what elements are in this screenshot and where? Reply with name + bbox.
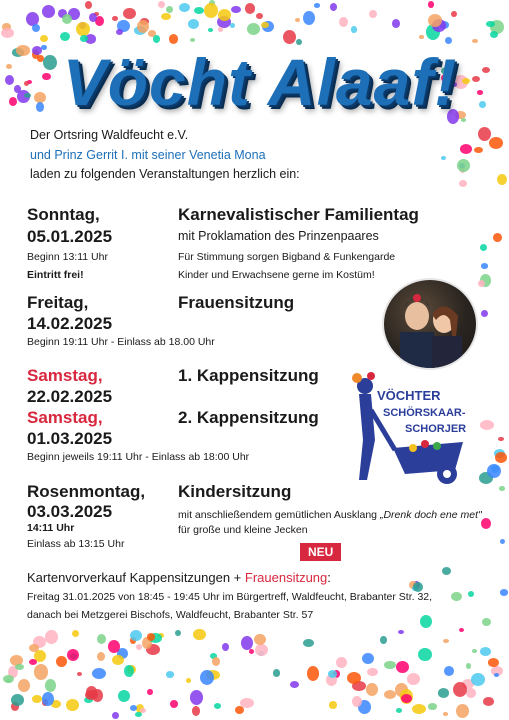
confetti-dot [169, 34, 178, 44]
confetti-dot [457, 159, 470, 172]
confetti-dot [218, 9, 231, 21]
confetti-dot [77, 672, 82, 676]
confetti-dot [482, 618, 491, 626]
confetti-dot [45, 630, 58, 644]
confetti-dot [480, 420, 494, 430]
confetti-dot [483, 697, 494, 705]
confetti-dot [245, 3, 255, 13]
confetti-dot [24, 93, 31, 98]
confetti-dot [130, 705, 137, 711]
confetti-dot [453, 682, 467, 697]
confetti-dot [295, 18, 300, 22]
confetti-dot [66, 699, 79, 711]
confetti-dot [460, 144, 472, 154]
confetti-dot [489, 137, 503, 149]
confetti-dot [495, 452, 507, 463]
confetti-dot [85, 690, 98, 700]
confetti-dot [443, 712, 448, 716]
event4-time: Beginn jeweils 19:11 Uhr - Einlass ab 18:00 Uhr [27, 451, 250, 463]
confetti-dot [290, 681, 299, 688]
confetti-dot [16, 45, 30, 55]
confetti-dot [480, 244, 487, 251]
confetti-dot [42, 692, 54, 706]
event2-day: Freitag, [27, 293, 89, 312]
confetti-dot [369, 10, 377, 18]
confetti-dot [396, 708, 402, 713]
confetti-dot [67, 649, 79, 661]
confetti-dot [328, 670, 337, 678]
presale-line-2: danach bei Metzgerei Bischofs, Waldfeucht, Brabanter Str. 57 [27, 609, 314, 621]
confetti-dot [230, 23, 235, 28]
confetti-dot [137, 20, 149, 33]
confetti-dot [235, 706, 244, 714]
confetti-dot [283, 30, 296, 44]
event2-date: 14.02.2025 [27, 314, 113, 333]
presale-heading-pre: Kartenvorverkauf Kappensitzungen + [27, 570, 245, 585]
confetti-dot [175, 630, 181, 636]
confetti-dot [5, 75, 14, 85]
confetti-dot [255, 644, 268, 657]
event4-day: Samstag, [27, 408, 103, 427]
confetti-dot [116, 29, 123, 35]
confetti-dot [366, 683, 378, 696]
confetti-dot [186, 678, 191, 683]
confetti-dot [490, 31, 498, 38]
confetti-dot [494, 673, 499, 677]
confetti-dot [428, 14, 442, 27]
confetti-dot [130, 630, 142, 641]
confetti-dot [97, 634, 106, 644]
confetti-dot [330, 3, 337, 11]
confetti-dot [153, 35, 160, 42]
confetti-dot [398, 630, 404, 634]
page-title: Vöcht Alaaf! [62, 45, 458, 119]
event1-date: 05.01.2025 [27, 227, 113, 246]
confetti-dot [80, 35, 88, 42]
presale-heading [27, 570, 331, 585]
confetti-dot [418, 648, 432, 662]
confetti-dot [218, 27, 223, 31]
confetti-dot [456, 704, 469, 718]
confetti-dot [481, 263, 488, 268]
confetti-dot [442, 567, 451, 575]
confetti-dot [158, 1, 165, 8]
event2-time: Beginn 19:11 Uhr - Einlass ab 18.00 Uhr [27, 336, 215, 348]
confetti-dot [112, 712, 119, 719]
intro-line-1: Der Ortsring Waldfeucht e.V. [30, 128, 189, 142]
confetti-dot [212, 657, 220, 665]
confetti-dot [428, 1, 434, 7]
confetti-dot [247, 23, 260, 35]
confetti-dot [273, 669, 280, 676]
event4-title: 2. Kappensitzung [178, 408, 319, 427]
confetti-dot [351, 26, 357, 32]
confetti-dot [480, 647, 491, 656]
logo-line-3: SCHORJER [405, 423, 467, 435]
confetti-dot [194, 7, 204, 14]
confetti-dot [472, 39, 478, 43]
confetti-dot [498, 437, 504, 442]
confetti-dot [493, 233, 502, 242]
confetti-dot [241, 636, 253, 650]
confetti-dot [11, 694, 24, 706]
confetti-dot [62, 14, 72, 24]
confetti-dot [85, 1, 92, 9]
confetti-dot [471, 673, 485, 686]
confetti-dot [1, 28, 14, 38]
confetti-dot [200, 670, 214, 685]
confetti-dot [438, 688, 449, 698]
event5-desc1 [178, 509, 482, 521]
confetti-dot [479, 101, 486, 108]
confetti-dot [72, 630, 79, 637]
confetti-dot [401, 694, 412, 703]
confetti-dot [166, 6, 173, 13]
confetti-dot [396, 661, 409, 673]
confetti-dot [97, 652, 105, 661]
confetti-dot [147, 633, 155, 641]
confetti-dot [499, 486, 505, 491]
logo-line-1: VÖCHTER [377, 388, 441, 403]
event1-subtitle: mit Proklamation des Prinzenpaares [178, 229, 379, 243]
confetti-dot [6, 679, 11, 684]
confetti-dot [443, 639, 449, 643]
confetti-dot [190, 690, 203, 704]
confetti-dot [166, 671, 174, 677]
confetti-dot [124, 665, 134, 676]
confetti-dot [18, 679, 30, 692]
confetti-dot [420, 615, 432, 628]
confetti-dot [108, 640, 120, 653]
confetti-dot [445, 37, 452, 44]
confetti-dot [380, 636, 387, 644]
confetti-dot [249, 649, 254, 654]
confetti-dot [384, 690, 396, 699]
confetti-dot [45, 679, 56, 692]
confetti-dot [147, 689, 153, 696]
event3-title: 1. Kappensitzung [178, 366, 319, 385]
confetti-dot [112, 16, 118, 21]
confetti-dot [9, 97, 17, 106]
confetti-dot [256, 13, 263, 19]
confetti-dot [497, 174, 507, 185]
confetti-dot [336, 657, 347, 668]
confetti-dot [214, 703, 221, 709]
confetti-dot [459, 628, 464, 632]
confetti-dot [474, 147, 483, 153]
intro-line-3: laden zu folgenden Veranstaltungen herzlich ein: [30, 167, 300, 181]
event1-day: Sonntag, [27, 205, 100, 224]
presale-line-1: Freitag 31.01.2025 von 18:45 - 19:45 Uhr im Bürgertreff, Waldfeucht, Brabanter Str. 32, [27, 591, 433, 603]
confetti-dot [192, 706, 200, 715]
confetti-dot [32, 24, 40, 32]
confetti-dot [392, 19, 400, 28]
confetti-dot [451, 11, 457, 18]
confetti-dot [222, 643, 229, 651]
confetti-dot [314, 3, 320, 7]
confetti-dot [34, 664, 48, 679]
confetti-dot [42, 5, 55, 18]
event5-desc1-pre: mit anschließendem gemütlichen Ausklang [178, 509, 380, 521]
intro-line-2: und Prinz Gerrit I. mit seiner Venetia Mona [30, 148, 266, 162]
confetti-dot [112, 655, 124, 666]
confetti-dot [24, 81, 29, 86]
confetti-dot [339, 17, 348, 27]
confetti-dot [123, 8, 136, 19]
event1-time: Beginn 13:11 Uhr [27, 251, 108, 263]
confetti-dot [118, 690, 130, 702]
confetti-dot [482, 67, 490, 73]
confetti-dot [140, 708, 146, 713]
confetti-dot [481, 518, 491, 528]
confetti-dot [14, 85, 21, 93]
confetti-dot [190, 38, 195, 42]
event2-title: Frauensitzung [178, 293, 295, 312]
confetti-dot [362, 653, 374, 664]
event5-desc2: für große und kleine Jecken [178, 524, 308, 536]
confetti-dot [240, 698, 254, 709]
confetti-dot [384, 661, 396, 669]
event3-day: Samstag, [27, 366, 103, 385]
event5-desc1-quote: „Drenk doch ene met" [379, 509, 482, 521]
confetti-dot [161, 13, 171, 20]
confetti-dot [193, 629, 206, 641]
confetti-dot [367, 668, 378, 676]
new-badge: NEU [300, 543, 341, 561]
confetti-dot [488, 658, 499, 667]
event5-day: Rosenmontag, [27, 482, 146, 501]
confetti-dot [466, 688, 476, 698]
schoerskaar-logo [345, 370, 480, 488]
event5-date: 03.03.2025 [27, 502, 113, 521]
confetti-dot [412, 704, 426, 714]
confetti-dot [407, 673, 420, 685]
confetti-dot [40, 35, 48, 42]
confetti-dot [329, 701, 337, 708]
confetti-dot [56, 656, 67, 667]
event3-date: 22.02.2025 [27, 387, 113, 406]
event5-extra: Einlass ab 13:15 Uhr [27, 538, 125, 550]
confetti-dot [444, 666, 454, 676]
confetti-dot [500, 539, 505, 544]
confetti-dot [208, 28, 213, 32]
confetti-dot [459, 180, 467, 187]
confetti-dot [204, 3, 218, 18]
event1-extra: Eintritt frei! [27, 269, 84, 281]
confetti-dot [487, 464, 501, 478]
presale-heading-red: Frauensitzung [244, 570, 328, 585]
event5-title: Kindersitzung [178, 482, 292, 501]
confetti-dot [231, 6, 241, 13]
confetti-dot [451, 592, 462, 602]
confetti-dot [468, 591, 474, 597]
confetti-dot [481, 310, 488, 317]
confetti-dot [179, 3, 190, 12]
event1-desc2: Kinder und Erwachsene gerne im Kostüm! [178, 269, 375, 281]
confetti-dot [6, 64, 12, 69]
confetti-dot [92, 668, 106, 679]
confetti-dot [170, 700, 178, 708]
confetti-dot [347, 672, 361, 684]
confetti-dot [500, 589, 508, 595]
confetti-dot [60, 32, 70, 41]
confetti-dot [188, 19, 199, 29]
confetti-dot [29, 659, 37, 665]
event4-date: 01.03.2025 [27, 429, 113, 448]
presale-heading-post: : [327, 570, 331, 585]
prince-couple-photo [382, 278, 478, 370]
confetti-dot [303, 639, 314, 647]
confetti-dot [32, 695, 42, 703]
logo-line-2: SCHÖRSKAAR- [383, 407, 466, 419]
confetti-dot [303, 11, 315, 25]
confetti-dot [441, 156, 446, 160]
confetti-dot [352, 696, 362, 707]
event1-title: Karnevalistischer Familientag [178, 205, 419, 224]
confetti-dot [15, 664, 24, 670]
confetti-dot [428, 703, 437, 709]
confetti-dot [136, 644, 142, 650]
event1-desc1: Für Stimmung sorgen Bigband & Funkengarde [178, 251, 396, 263]
confetti-dot [307, 666, 319, 680]
confetti-dot [472, 649, 477, 653]
confetti-dot [466, 663, 471, 668]
confetti-dot [419, 35, 424, 40]
event5-time: 14:11 Uhr [27, 522, 75, 534]
